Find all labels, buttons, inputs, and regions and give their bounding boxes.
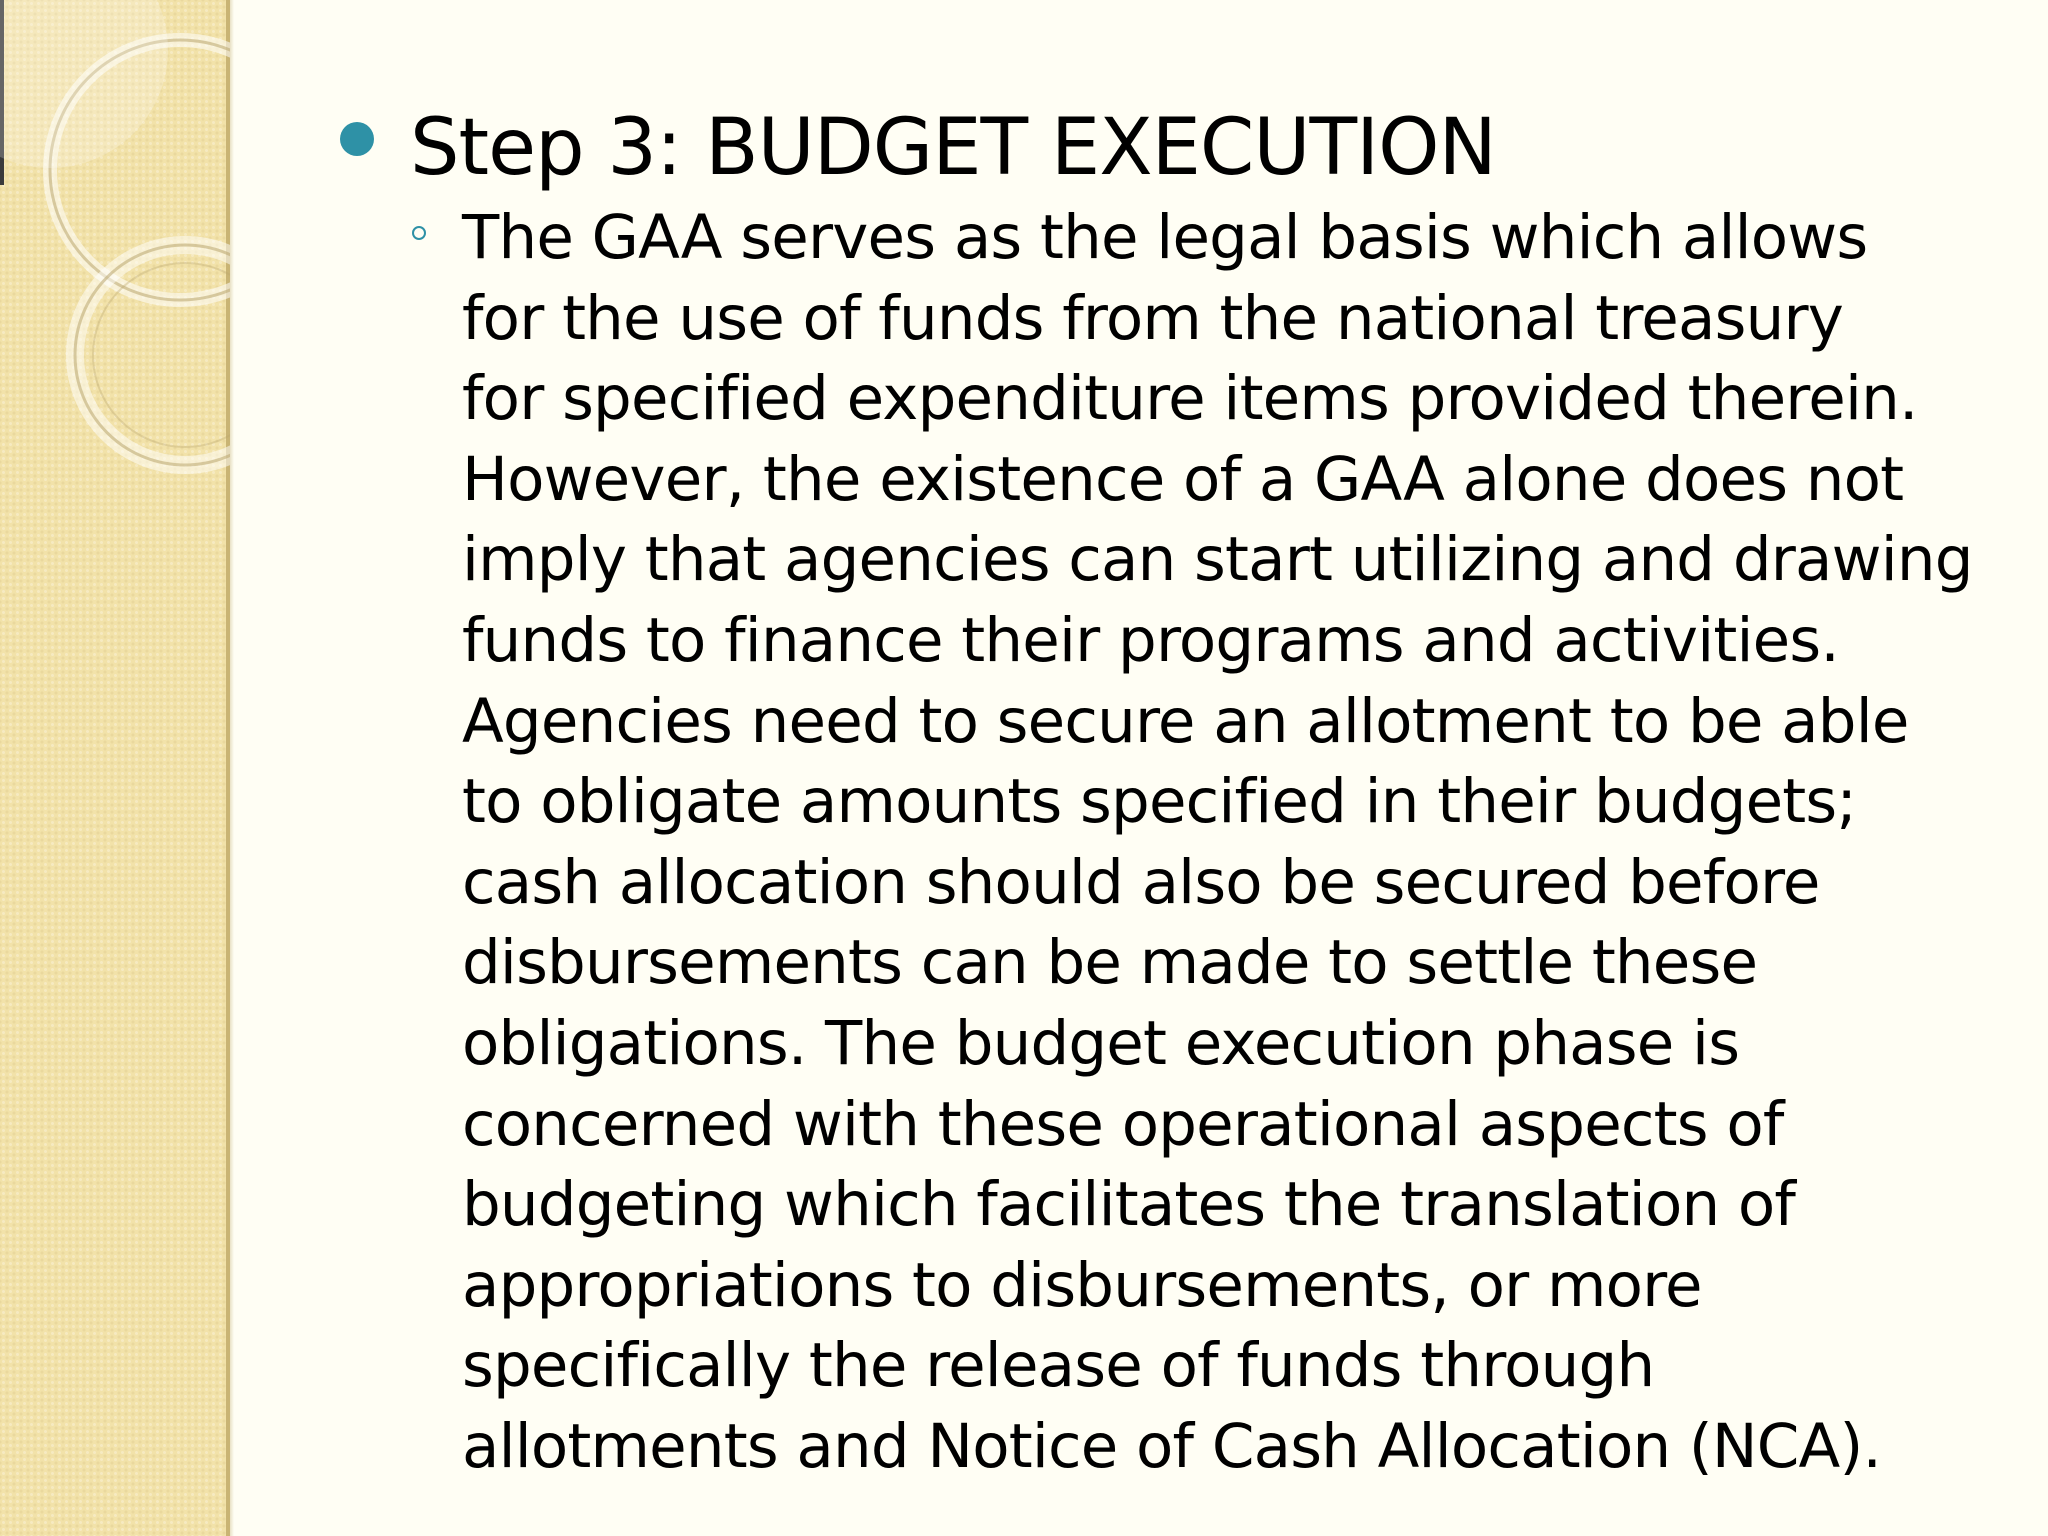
body-line: imply that agencies can start utilizing and drawing bbox=[462, 524, 1973, 596]
bullet-item-heading bbox=[338, 98, 2018, 198]
body-line: disbursements can be made to settle these bbox=[462, 927, 1758, 999]
body-line: for the use of funds from the national treasury bbox=[462, 282, 1844, 354]
body-line: funds to finance their programs and activities. bbox=[462, 604, 1839, 676]
large-ring-disc bbox=[0, 0, 168, 168]
medium-ring-glow bbox=[75, 245, 230, 465]
body-line: appropriations to disbursements, or more bbox=[462, 1249, 1702, 1321]
body-line: allotments and Notice of Cash Allocation (NCA). bbox=[462, 1410, 1882, 1482]
body-line: specifically the release of funds through bbox=[462, 1330, 1655, 1402]
slide-content bbox=[338, 98, 2018, 1488]
body-line: obligations. The budget execution phase is bbox=[462, 1007, 1740, 1079]
side-panel-shadow bbox=[230, 0, 234, 1536]
body-line: cash allocation should also be secured before bbox=[462, 846, 1820, 918]
slide-heading: Step 3: BUDGET EXECUTION bbox=[410, 103, 1496, 193]
sub-bullet-circle-icon bbox=[412, 226, 426, 240]
body-line: to obligate amounts specified in their budgets; bbox=[462, 766, 1857, 838]
body-line: for specified expenditure items provided therein. bbox=[462, 363, 1918, 435]
bullet-dot-icon bbox=[340, 122, 374, 156]
body-line: The GAA serves as the legal basis which allows bbox=[462, 202, 1868, 273]
sub-bullet-item bbox=[338, 198, 2018, 1488]
body-line: budgeting which facilitates the translation of bbox=[462, 1169, 1796, 1241]
body-line: However, the existence of a GAA alone does not bbox=[462, 443, 1904, 515]
body-line: Agencies need to secure an allotment to be able bbox=[462, 685, 1909, 757]
body-paragraph bbox=[462, 198, 2018, 1488]
decorative-rings bbox=[0, 0, 230, 520]
body-line: concerned with these operational aspects of bbox=[462, 1088, 1784, 1160]
